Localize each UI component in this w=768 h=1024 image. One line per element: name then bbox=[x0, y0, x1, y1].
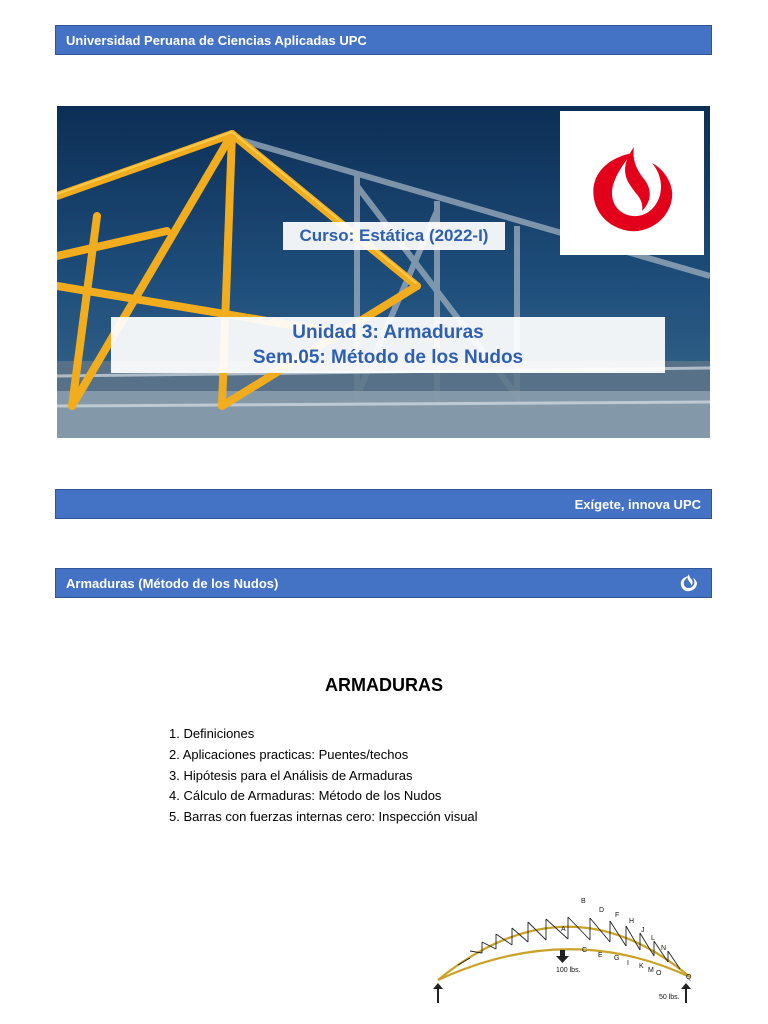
unit-label bbox=[111, 317, 665, 373]
section-title: Armaduras (Método de los Nudos) bbox=[66, 575, 279, 591]
node-label-l: L bbox=[651, 935, 655, 942]
session-title: Sem.05: Método de los Nudos bbox=[252, 347, 524, 368]
course-label bbox=[283, 222, 505, 250]
list-item: 1. Definiciones bbox=[169, 726, 255, 741]
node-label-k: K bbox=[639, 963, 644, 970]
topic-list bbox=[169, 724, 478, 828]
center-load-arrow bbox=[556, 950, 569, 963]
node-label-f: F bbox=[615, 912, 620, 919]
list-item: 4. Cálculo de Armaduras: Método de los Nudos bbox=[169, 788, 442, 804]
course-title: Curso: Estática (2022-I) bbox=[299, 226, 489, 245]
node-label-o: O bbox=[656, 970, 662, 977]
node-label-q: Q bbox=[686, 974, 692, 981]
list-item: 3. Hipótesis para el Análisis de Armaduras bbox=[169, 767, 413, 783]
upc-logo bbox=[560, 111, 704, 255]
node-label-g: G bbox=[614, 955, 620, 962]
node-label-d: D bbox=[599, 907, 605, 914]
left-support-arrow bbox=[433, 983, 443, 1003]
center-load-label: 100 lbs. bbox=[556, 967, 581, 974]
right-load-label: 50 lbs. bbox=[659, 994, 680, 1001]
node-label-h: H bbox=[629, 918, 635, 925]
header-bar bbox=[55, 25, 712, 55]
list-item: 5. Barras con fuerzas internas cero: Inspección visual bbox=[169, 809, 478, 825]
node-label-a: A bbox=[561, 926, 566, 933]
node-label-e: E bbox=[598, 952, 603, 959]
section-bar bbox=[55, 568, 712, 598]
upc-flame-logo-icon bbox=[560, 111, 704, 255]
upc-flame-logo-icon bbox=[677, 571, 701, 595]
arch-truss-diagram bbox=[428, 895, 708, 1007]
footer-bar bbox=[55, 489, 712, 519]
unit-title: Unidad 3: Armaduras bbox=[292, 322, 484, 343]
node-label-c: C bbox=[582, 947, 588, 954]
node-label-i: I bbox=[627, 960, 629, 967]
node-label-m: M bbox=[648, 967, 654, 974]
slogan: Exígete, innova UPC bbox=[574, 496, 701, 512]
right-support-arrow bbox=[681, 983, 691, 1003]
node-label-n: N bbox=[661, 945, 667, 952]
title-banner bbox=[57, 106, 710, 438]
institution-name: Universidad Peruana de Ciencias Aplicadas UPC bbox=[66, 32, 367, 48]
node-label-b: B bbox=[581, 898, 586, 905]
node-label-j: J bbox=[641, 927, 645, 934]
slide-title: ARMADURAS bbox=[325, 675, 443, 695]
list-item: 2. Aplicaciones practicas: Puentes/techos bbox=[169, 746, 409, 762]
